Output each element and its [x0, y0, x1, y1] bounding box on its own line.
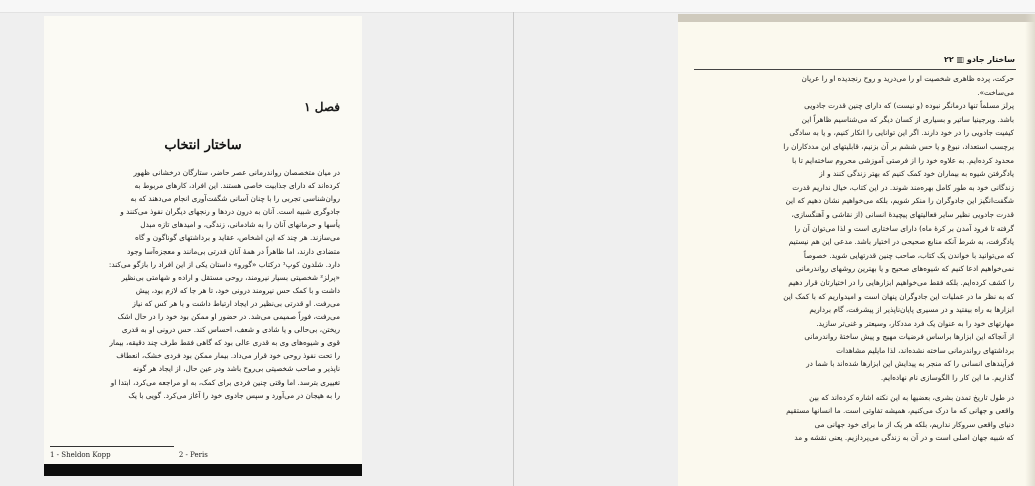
- footnote: 1 - Sheldon Kopp: [50, 451, 111, 459]
- text-line: که می‌توانید با خواندن یک کتاب، صاحب چنین قدرتهایی شوید. خصوصاً: [803, 250, 1014, 260]
- scan-top-band: [678, 14, 1035, 22]
- text-line: قوی و شیوه‌های وی به قدری عالی بود که گاهی فقط طرف چند دقیقه، بیمار: [109, 338, 340, 348]
- text-line: می‌رفت. او قدرتی بی‌نظیر در ایجاد ارتباط داشت و با هر کس که نیاز: [132, 298, 340, 308]
- chapter-title: ساختار انتخاب: [164, 138, 242, 153]
- text-line: مهارتهای خود را به عنوان یک فرد مددکار، وسیعتر و غنی‌تر سازید.: [816, 318, 1014, 328]
- text-line: یادگرفت، به شرط آنکه منابع صحیحی در اختیار باشد. مدعی این هم نیستیم: [788, 237, 1014, 247]
- text-line: واقعی و جهانی که ما درک می‌کنیم، همیشه تفاوتی است. ما انسانها مستقیم: [786, 406, 1014, 416]
- text-line: «پرلز² شخصیتی بسیار نیرومند، روحی مستقل و اراده و شهامتی بی‌نظیر: [121, 272, 340, 282]
- page-left: [44, 16, 362, 476]
- text-line: فرآیندهای انسانی را که منجر به پیدایش این ابزارها شده‌اند با شما در: [806, 359, 1014, 369]
- text-line: را تحت نفوذ روحی خود قرار می‌داد. بیمار ممکن بود فردی خشک، انعطاف: [116, 351, 340, 361]
- text-line: ناپذیر و صاحب شخصیتی بی‌روح باشد ودر عین حال، از ایجاد هر گونه: [133, 364, 340, 374]
- page-right: [678, 14, 1035, 486]
- scan-bottom-band: [44, 464, 362, 476]
- text-line: روان‌شناسی تجربی را با چنان آسانی شگفت‌آوری انجام می‌دهند که به: [130, 194, 340, 204]
- text-line: می‌رفت، فوراً صمیمی می‌شد. در حضور او ممکن بود خود را در حال اشک: [117, 312, 340, 322]
- text-line: یأسها و حرمانهای آنان را به شادمانی، زندگی، و امیدهای تازه مبدل: [140, 220, 340, 230]
- text-line: کیفیت جادویی را در خود دارند. اگر این توانایی را انکار کنیم، و یا به سادگی: [789, 128, 1014, 138]
- text-line: ابزارها به راه بیفتید و در مسیری پایان‌ناپذیر از پیشرفت، گام برداریم: [809, 305, 1014, 315]
- text-line: دارد. شلدون کوپ¹ درکتاب «گورو» داستان یکی از این افراد را بازگو می‌کند:: [108, 259, 340, 269]
- text-line: شگفت‌انگیز این جادوگران را منکر شویم، بلکه می‌خواهیم نشان دهیم که این: [785, 196, 1014, 206]
- text-line: گذاریم. ما این کار را الگوسازی نام نهاده‌ایم.: [880, 373, 1014, 383]
- footnotes: [50, 451, 290, 459]
- text-line: می‌ساخت».: [977, 87, 1014, 97]
- text-line: یادگرفتن شیوه به بیماران خود کمک کنیم که بهتر زندگی کنند و از: [819, 169, 1014, 179]
- header-rule: [694, 69, 1016, 70]
- text-line: را کشف کرده‌ایم. بلکه فقط می‌خواهیم ابزارهایی را در اختیارتان قرار دهیم: [788, 277, 1014, 287]
- text-line: باشد. ویرجینیا ساتیر و بسیاری از کسان دیگر که می‌شناسیم ظاهراً این: [801, 114, 1014, 124]
- text-line: پرلز مسلماً تنها درمانگر نبوده (و نیست) که دارای چنین قدرت جادویی: [804, 101, 1014, 111]
- scan-edge-shade: [1025, 14, 1035, 486]
- text-line: برچسب استعداد، نبوغ و یا حس ششم بر آن بزنیم، قابلیتهای این مددکاران را: [783, 141, 1014, 151]
- text-line: در طول تاریخ تمدن بشری، بعضیها به این نکته اشاره کرده‌اند که بین: [809, 392, 1014, 402]
- text-line: تغییری بترسد. اما وقتی چنین فردی برای کمک، به او مراجعه می‌کرد، ابتدا او: [110, 377, 340, 387]
- text-line: کرده‌اند که دارای جذابیت خاصی هستند. این افراد، کارهای مربوط به: [134, 181, 340, 191]
- text-line: حرکت، پرده ظاهری شخصیت او را می‌درید و روح رنجدیده او را عریان: [801, 74, 1014, 83]
- text-line: گرفته تا فرود آمدن بر کرهٔ ماه) دارای ساختاری است و لذا می‌توان آن را: [794, 223, 1014, 233]
- chapter-label: فصل ۱: [304, 100, 340, 114]
- viewer-top-strip: [0, 0, 1035, 13]
- footnote-rule: [50, 446, 174, 447]
- text-line: ریختن، بی‌حالی و یا شادی و شعف، احساس کند. حس درونی او به قدری: [121, 325, 340, 335]
- text-line: که به نظر ما در عملیات این جادوگران پنهان است و امیدواریم که با کمک این: [783, 291, 1014, 301]
- text-line: را به هیجان در می‌آورد و سپس جادوی خود را آغاز می‌کرد. گویی با یک: [128, 390, 340, 400]
- text-line: متضادی دارند، اما ظاهراً در همهٔ آنان قدرتی بی‌مانند و معجزه‌آسا وجود: [127, 246, 340, 256]
- footnote: 2 - Peris: [178, 451, 208, 459]
- text-line: برداشتهای رواندرمانی ساخته نشده‌اند، لذا مایلیم مشاهدات: [836, 345, 1014, 355]
- text-line: در میان متخصصان رواندرمانی عصر حاضر، ستارگان درخشانی ظهور: [133, 168, 340, 177]
- text-line: داشت و با کمک حس نیرومند درونی خود، تا هر جا که لازم بود، پیش: [135, 285, 340, 295]
- left-page-body: [50, 166, 340, 402]
- text-line: محدود کرده‌ایم. به علاوه خود را از فرصتی آموزشی محروم ساخته‌ایم تا با: [792, 155, 1014, 165]
- text-line: می‌سازند. هر چند که این اشخاص، عقاید و برداشتهای گوناگون و گاه: [135, 233, 340, 243]
- right-page-body: [692, 72, 1014, 445]
- text-line: زندگانی خود به طور کامل بهره‌مند شوند. در این کتاب، خیال نداریم قدرت: [792, 182, 1014, 192]
- running-head: ساختار جادو ▥ ۲۲: [943, 55, 1015, 64]
- text-line: از آنجاکه این ابزارها براساس فرضیات مهیج و پیش ساختهٔ رواندرمانی: [804, 332, 1014, 342]
- text-line: دنیای واقعی سروکار نداریم، بلکه هر یک از ما برای خود جهانی می‌: [814, 419, 1014, 429]
- text-line: قدرت جادویی نظیر سایر فعالیتهای پیچیدهٔ انسانی (از نقاشی و آهنگسازی،: [791, 209, 1014, 219]
- text-line: جادوگری شبیه است. آنان به درون دردها و رنجهای دیگران نفوذ می‌کنند و: [120, 207, 340, 217]
- page-divider: [513, 12, 514, 486]
- text-line: نمی‌خواهیم ادعا کنیم که شیوه‌های صحیح و یا بهترین روشهای رواندرمانی: [795, 264, 1014, 274]
- text-line: که شبیه جهان اصلی است و در آن به زندگی می‌پردازیم. یعنی نقشه و مد: [794, 433, 1014, 443]
